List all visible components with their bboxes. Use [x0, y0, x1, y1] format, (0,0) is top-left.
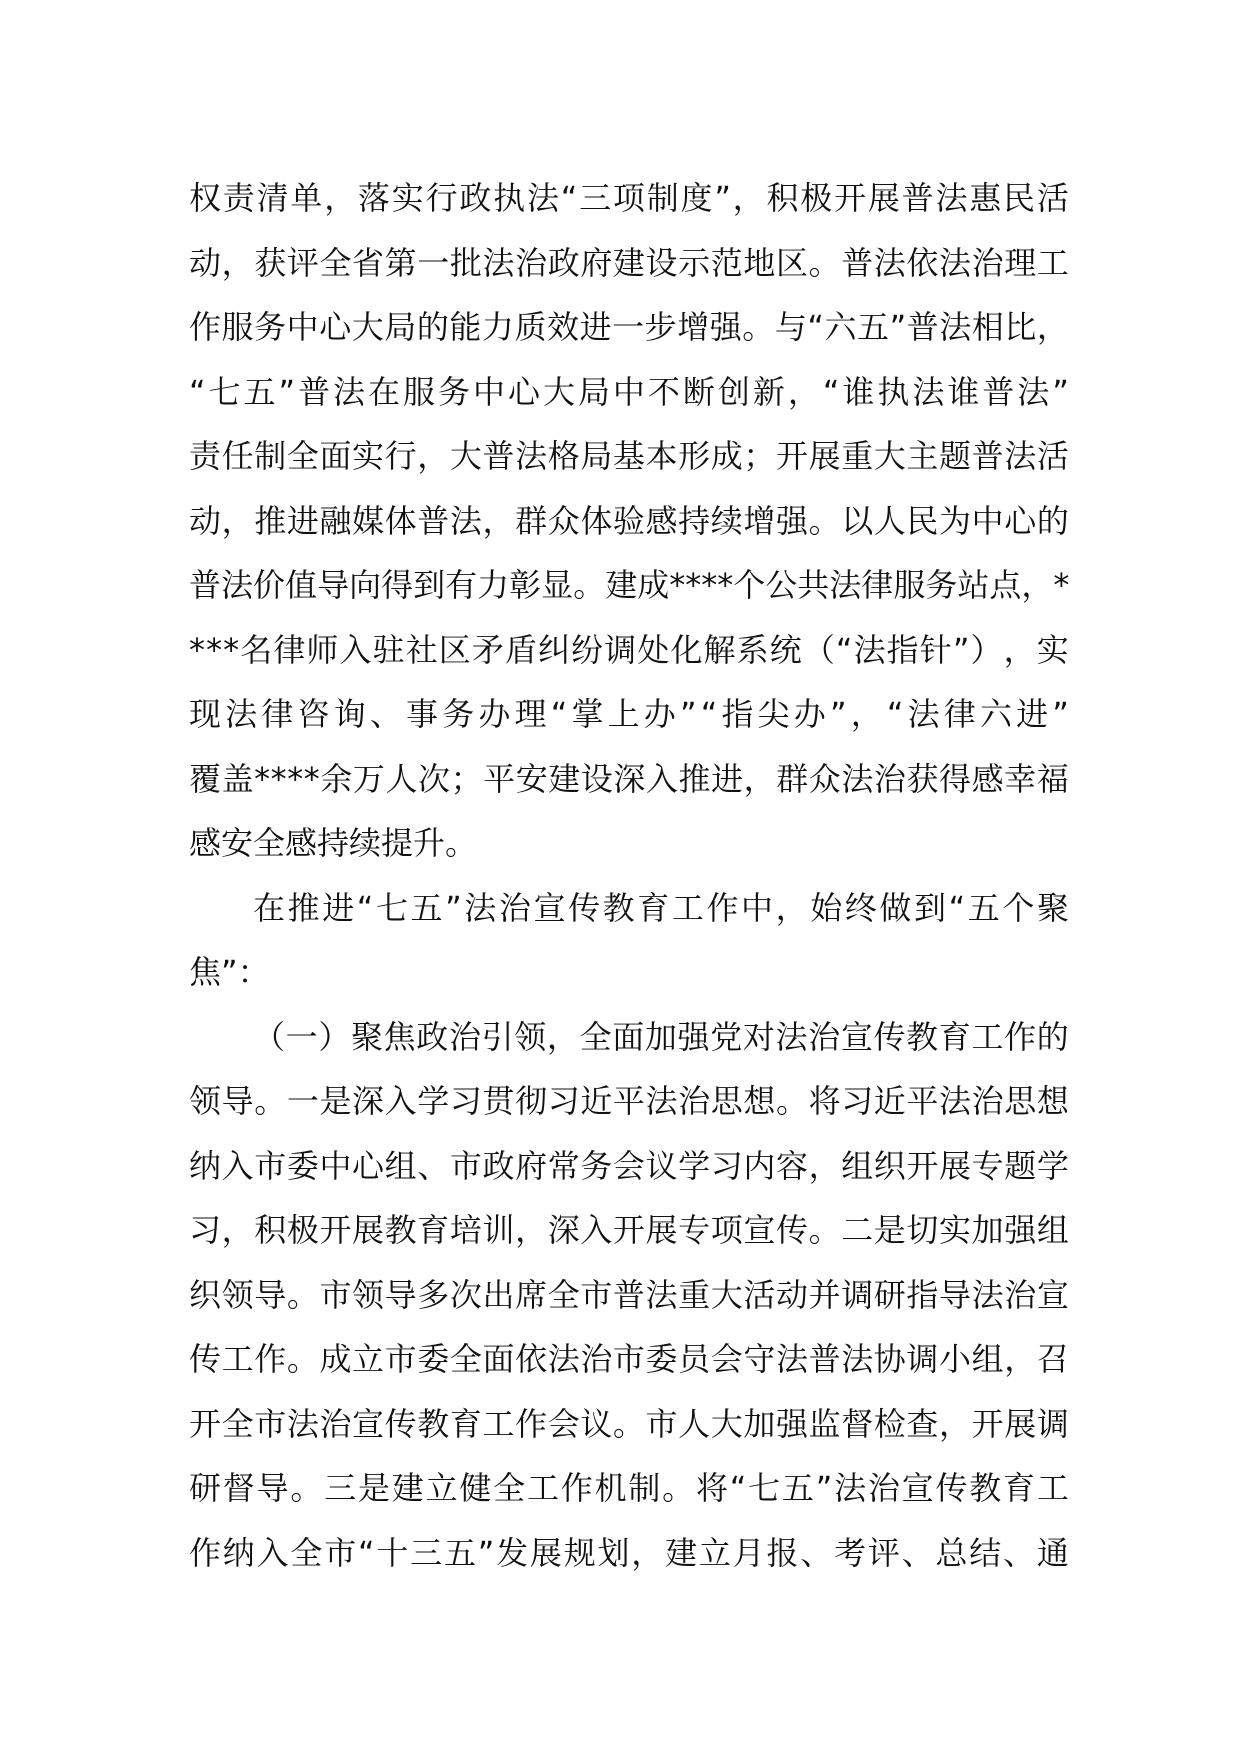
paragraph-start-line: 在 推 进 “ 七 五 ” 法 治 宣 传 教 育 工 作 中 ， 始 终 做 到 “ 五 个 聚 — [253, 888, 1069, 927]
text-line: 传 工 作 。 成 立 市 委 全 面 依 法 治 市 委 员 会 守 法 普 法 协 调 小 组 ， 召 — [189, 1340, 1069, 1378]
text-line: 感安全感持续提升。 — [189, 824, 478, 862]
text-line: 责 任 制 全 面 实 行 ， 大 普 法 格 局 基 本 形 成 ； 开 展 重 大 主 题 普 法 活 — [189, 437, 1069, 475]
text-line: 动 ， 推 进 融 媒 体 普 法 ， 群 众 体 验 感 持 续 增 强 。 以 人 民 为 中 心 的 — [189, 501, 1069, 540]
text-line: 开 全 市 法 治 宣 传 教 育 工 作 会 议 。 市 人 大 加 强 监 督 检 查 ， 开 展 调 — [189, 1404, 1069, 1443]
text-line: 普 法 价 值 导 向 得 到 有 力 彰 显 。 建 成 * * * * 个 公 共 法 律 服 务 站 点 ， * — [189, 566, 1070, 604]
text-line: 纳 入 市 委 中 心 组 、 市 政 府 常 务 会 议 学 习 内 容 ， 组 织 开 展 专 题 学 — [189, 1146, 1069, 1185]
text-line: 织 领 导 。 市 领 导 多 次 出 席 全 市 普 法 重 大 活 动 并 调 研 指 导 法 治 宣 — [189, 1275, 1069, 1314]
text-line: * * * 名 律 师 入 驻 社 区 矛 盾 纠 纷 调 处 化 解 系 统 （ “ 法 指 针 ” ） ， 实 — [189, 630, 1069, 669]
text-line: “ 七 五 ” 普 法 在 服 务 中 心 大 局 中 不 断 创 新 ， “ 谁 执 法 谁 普 法 ” — [189, 372, 1069, 411]
text-line: 现 法 律 咨 询 、 事 务 办 理 “ 掌 上 办 ” “ 指 尖 办 ” ， “ 法 律 六 进 ” — [189, 695, 1069, 733]
text-line: 覆 盖 * * * * 余 万 人 次 ； 平 安 建 设 深 入 推 进 ， 群 众 法 治 获 得 感 幸 福 — [189, 759, 1069, 798]
text-line: 习 ， 积 极 开 展 教 育 培 训 ， 深 入 开 展 专 项 宣 传 。 二 是 切 实 加 强 组 — [189, 1211, 1069, 1249]
text-line: 作 服 务 中 心 大 局 的 能 力 质 效 进 一 步 增 强 。 与 “ 六 五 ” 普 法 相 比 ， — [189, 308, 1069, 346]
text-line: 权 责 清 单 ， 落 实 行 政 执 法 “ 三 项 制 度 ” ， 积 极 开 展 普 法 惠 民 活 — [189, 179, 1069, 217]
text-line: 领 导 。 一 是 深 入 学 习 贯 彻 习 近 平 法 治 思 想 。 将 习 近 平 法 治 思 想 — [189, 1082, 1069, 1120]
text-line: 研 督 导 。 三 是 建 立 健 全 工 作 机 制 。 将 “ 七 五 ” 法 治 宣 传 教 育 工 — [189, 1469, 1069, 1507]
text-line: 动 ， 获 评 全 省 第 一 批 法 治 政 府 建 设 示 范 地 区 。 普 法 依 法 治 理 工 — [189, 243, 1069, 282]
section-heading-line: （ 一 ） 聚 焦 政 治 引 领 ， 全 面 加 强 党 对 法 治 宣 传 教 育 工 作 的 — [253, 1017, 1069, 1056]
text-line: 作 纳 入 全 市 “ 十 三 五 ” 发 展 规 划 ， 建 立 月 报 、 考 评 、 总 结 、 通 — [189, 1533, 1069, 1572]
text-line: 焦”： — [189, 953, 270, 991]
document-body — [189, 166, 1069, 1585]
